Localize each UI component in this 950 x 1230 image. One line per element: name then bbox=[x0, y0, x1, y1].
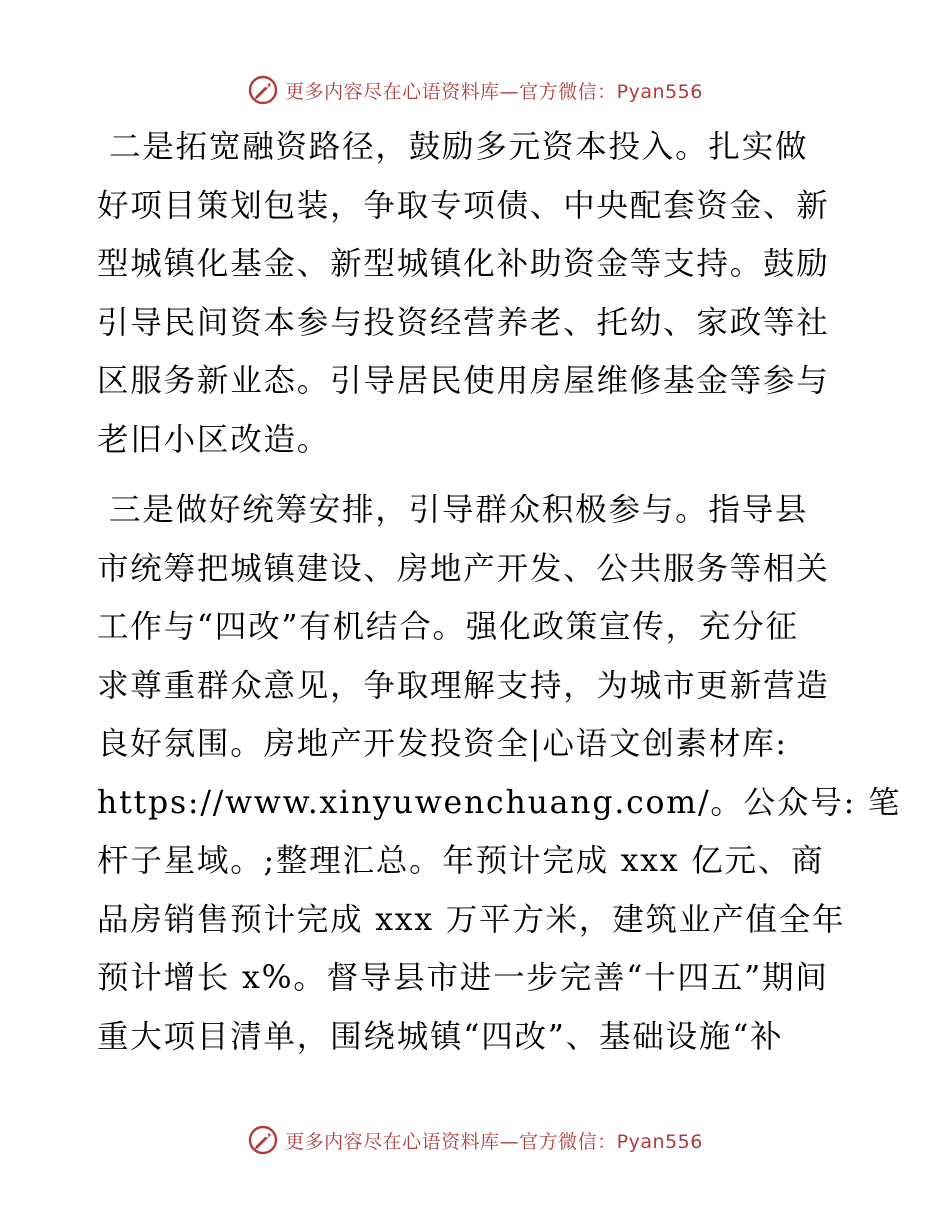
text-line: 市统筹把城镇建设、房地产开发、公共服务等相关 bbox=[97, 550, 830, 587]
text-line: 引导民间资本参与投资经营养老、托幼、家政等社 bbox=[97, 304, 830, 341]
text-line: 品房销售预计完成 xxx 万平方米，建筑业产值全年 bbox=[97, 901, 846, 938]
header-banner bbox=[0, 70, 950, 110]
text-line: 好项目策划包装，争取专项债、中央配套资金、新 bbox=[97, 187, 830, 224]
text-line: 型城镇化基金、新型城镇化补助资金等支持。鼓励 bbox=[97, 246, 830, 282]
text-line: https://www.xinyuwenchuang.com/。公众号: 笔 bbox=[97, 784, 902, 821]
text-line: 老旧小区改造。 bbox=[97, 421, 331, 458]
header-banner-text: 更多内容尽在心语资料库—官方微信：Pyan556 bbox=[285, 80, 703, 103]
paragraph-coordination bbox=[97, 481, 902, 1066]
quill-seal-icon bbox=[247, 1124, 279, 1156]
text-line: 工作与“四改”有机结合。强化政策宣传，充分征 bbox=[97, 609, 799, 645]
document-body bbox=[97, 118, 902, 1066]
footer-banner bbox=[0, 1120, 950, 1160]
text-line: 三是做好统筹安排，引导群众积极参与。指导县 bbox=[109, 492, 809, 528]
footer-banner-inner bbox=[247, 1124, 703, 1156]
quill-seal-icon bbox=[247, 74, 279, 106]
text-line: 区服务新业态。引导居民使用房屋维修基金等参与 bbox=[97, 363, 830, 399]
text-line: 杆子星域。;整理汇总。年预计完成 xxx 亿元、商 bbox=[97, 843, 825, 879]
text-line: 预计增长 x%。督导县市进一步完善“十四五”期间 bbox=[97, 960, 829, 996]
text-line: 求尊重群众意见，争取理解支持，为城市更新营造 bbox=[97, 667, 830, 704]
header-banner-inner bbox=[247, 74, 703, 106]
paragraph-financing bbox=[97, 118, 857, 469]
text-line: 重大项目清单，围绕城镇“四改”、基础设施“补 bbox=[97, 1018, 784, 1055]
footer-banner-text: 更多内容尽在心语资料库—官方微信：Pyan556 bbox=[285, 1130, 703, 1153]
text-line: 二是拓宽融资路径，鼓励多元资本投入。扎实做 bbox=[109, 129, 809, 165]
text-line: 良好氛围。房地产开发投资全|心语文创素材库: bbox=[97, 726, 788, 762]
